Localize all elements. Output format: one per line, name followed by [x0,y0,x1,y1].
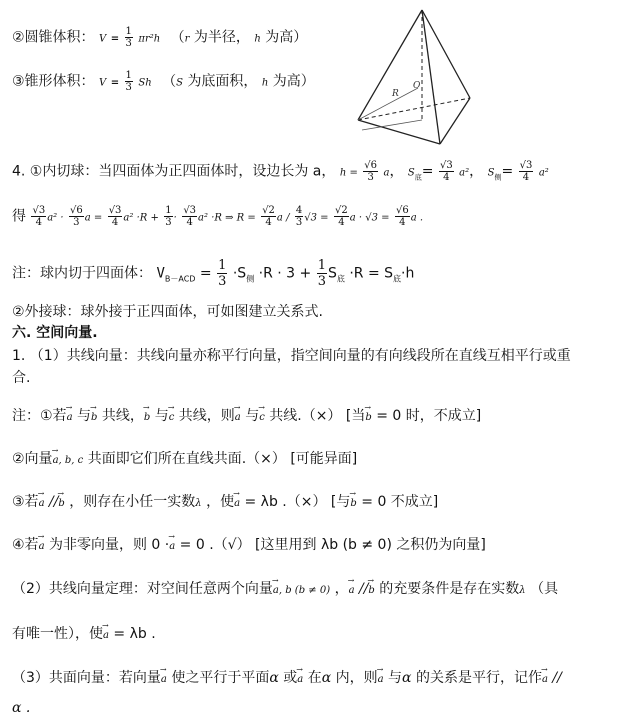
fraction: $\frac{√3}{4}$ [439,160,453,183]
label-r: R [392,89,399,99]
fraction: $\frac{√6}{3}$ [69,205,83,228]
fraction: $\frac{√6}{3}$ [364,160,378,183]
fraction: $\frac{√6}{4}$ [396,205,409,228]
tetrahedron-figure [350,8,474,150]
collinear-theorem-cont: 有唯一性），使→ a = λb . [12,622,156,646]
fraction: $\frac{√3}{4}$ [32,205,46,228]
fraction: $\frac{√2}{4}$ [335,205,348,228]
coplanar-vector-cont: α . [12,700,31,716]
cone-volume-line: ②圆锥体积： V = $\frac{1}{3}$ πr²h （r 为半径， h 为高） [12,26,308,49]
fraction: $\frac{√2}{4}$ [262,205,275,228]
fraction: $\frac{1}{3}$ [125,26,132,49]
collinear-definition-line: 1. （1）共线向量：共线向量亦称平行向量，指空间向量的有向线段所在直线互相平行或重 [12,348,571,364]
fraction: $\frac{1}{3}$ [125,70,132,93]
fraction: $\frac{4}{3}$ [295,205,303,228]
fraction: $\frac{√3}{4}$ [108,205,122,228]
note-collinear-line: 注：①若→ a 与→ b 共线，→ b 与→ c 共线，则→ a 与→ c 共线.（×） [当→ b = 0 时，不成立] [12,404,481,428]
label-o: O [413,81,421,91]
pyramid-volume-line: ③锥形体积： V = $\frac{1}{3}$ Sh （S 为底面积， h 为高） [12,70,315,93]
note-zero-line: ④若→ a 为非零向量，则 0 ·→ a = 0 .（√） [这里用到 λb (b ≠ 0) 之积仍为向量] [12,533,486,557]
note-parallel-line: ③若→ a //→ b ，则存在小任一实数λ ，使→ a = λb .（×） [与→ b = 0 不成立] [12,490,438,514]
derivation-line: 得 $\frac{√3}{4}$ a² · $\frac{√6}{3}$ a = $\frac{√3}{4}$ a² ·R + $\frac{1}{3}$ · $\frac{√3}{4}$ a² ·R ⇒ R = $\frac{√2}{4}$ a / $\frac{4}{3}$ √3 = $\frac{√2}{4}$ a · √3 = $\frac{√6}{4}$ a . [12,205,424,228]
note-coplanar-line: ②向量→ a, b, c 共面即它们所在直线共面.（×） [可能异面] [12,447,357,471]
fraction: $\frac{1}{3}$ [218,258,227,289]
collinear-theorem-line: （2）共线向量定理：对空间任意两个向量→ a, b (b ≠ 0) ，→ a //→ b 的充要条件是存在实数λ （具 [12,577,558,601]
fraction: $\frac{1}{3}$ [317,258,326,289]
coplanar-vector-line: （3）共面向量：若向量→ a 使之平行于平面α 或→ a 在α 内，则→ a 与α 的关系是平行，记作→ a // [12,666,562,690]
fraction: $\frac{√3}{4}$ [183,205,197,228]
note-inscribed-line: 注：球内切于四面体： $V_{B-ACD}$ = $\frac{1}{3}$ $\cdot S_侧 \cdot R \cdot 3$ + $\frac{1}{3}$ $S_底 \cdot R = S_底\cdot h$ [12,258,415,289]
fraction: $\frac{√3}{4}$ [519,160,533,183]
section-heading: 六. 空间向量. [12,325,98,341]
fraction: $\frac{1}{3}$ [165,205,172,228]
circumscribed-sphere-line: ②外接球：球外接于正四面体，可如图建立关系式. [12,304,323,320]
collinear-definition-cont: 合. [12,370,31,386]
inscribed-sphere-line: 4. ①内切球：当四面体为正四面体时，设边长为 a， h = $\frac{√6}{3}$ a， $S_底=$ $\frac{√3}{4}$ a²， $S_侧=$ $\frac{√3}{4}$ a² [12,160,549,183]
